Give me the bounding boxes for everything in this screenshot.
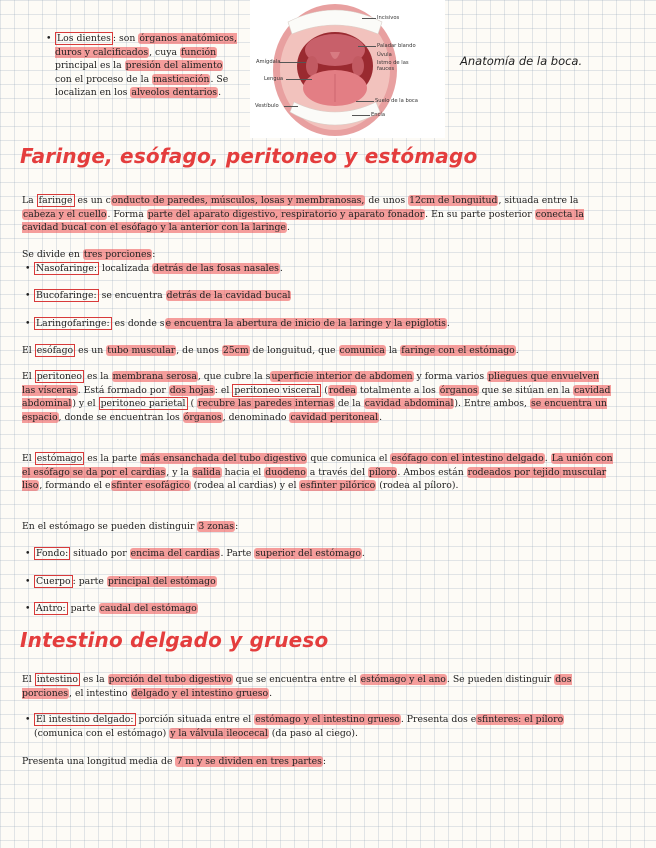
term: Laringofaringe: (36, 318, 110, 329)
text: totalmente a los (356, 384, 439, 396)
highlight: e encuentra la abertura de inicio de la laringe y la epiglotis (165, 318, 446, 329)
list-item-laringofaringe (34, 317, 614, 331)
text: situado por (70, 548, 130, 559)
text: de unos (365, 195, 409, 206)
text: . (286, 222, 290, 233)
highlight: esfinter pilórico (300, 480, 376, 491)
term: Antro: (36, 603, 66, 614)
label-suelo: Suelo de la boca (375, 98, 418, 104)
highlight: 7 m y se dividen en tres partes (176, 756, 322, 767)
text: , donde se encuentran los (58, 411, 183, 423)
highlight: encima del cardias (130, 548, 220, 559)
highlight: 3 zonas (198, 521, 235, 532)
text: . (279, 263, 283, 274)
text: principal es la (55, 60, 125, 71)
term-peritoneo-visceral: peritoneo visceral (234, 384, 320, 396)
highlight: y la válvula ileocecal (170, 727, 268, 739)
text: , y la (166, 466, 192, 478)
paragraph-zonas (22, 520, 614, 534)
term: Nasofaringe: (36, 263, 98, 274)
term-dientes: Los dientes (57, 33, 111, 44)
highlight: conecta la cavidad bucal con el esófago y la anterior con la laringe (22, 208, 584, 233)
highlight: píloro (368, 466, 397, 478)
leader-line (362, 18, 376, 19)
highlight: masticación (153, 73, 210, 85)
paragraph-faringe (22, 194, 614, 235)
text: : (322, 756, 327, 767)
list-item-nasofaringe (34, 262, 614, 276)
highlight: cabeza y el cuello (23, 208, 107, 220)
text: , denominado (222, 411, 290, 423)
paragraph-estomago (22, 452, 614, 493)
highlight: parte del aparato digestivo, respiratorio y aparato fonador (147, 208, 425, 220)
text: que se sitúan en la (478, 384, 574, 396)
term-peritoneo-parietal: peritoneo parietal (100, 398, 186, 409)
highlight: rodea (328, 384, 356, 396)
highlight: tres porciones (83, 249, 152, 260)
leader-line (352, 115, 370, 116)
text: (da paso al ciego). (268, 727, 358, 739)
text: . Ambos están (397, 466, 467, 478)
highlight: delgado y el intestino grueso (131, 687, 269, 699)
highlight: rodeados por tejido muscular liso (22, 466, 607, 491)
label-incisivos: Incisivos (377, 15, 400, 21)
highlight: tubo muscular (107, 345, 176, 356)
text: que comunica el (307, 453, 391, 464)
text: , cuya (149, 46, 180, 58)
leader-line (286, 79, 312, 80)
leader-line (280, 62, 306, 63)
text: La (22, 195, 37, 206)
text: : son (112, 33, 139, 44)
highlight: más ensanchada del tubo digestivo (141, 453, 307, 464)
leader-line (356, 101, 374, 102)
highlight: estómago y el ano (360, 674, 446, 685)
highlight: recubre las paredes internas (198, 398, 334, 409)
highlight: cavidad abdominal (22, 384, 611, 409)
text: . (218, 87, 222, 98)
text: . Se localizan en los (55, 73, 229, 98)
text: . Se pueden distinguir (446, 674, 555, 685)
label-amigdala: Amígdala (256, 59, 281, 65)
term-faringe: faringe (38, 195, 73, 206)
highlight: órganos (183, 411, 222, 423)
highlight: órganos anatómicos, duros y calcificados (55, 33, 237, 58)
highlight: superior del estómago (255, 548, 361, 559)
list-item-bucofaringe (34, 289, 614, 303)
text: porción situada entre el (135, 714, 255, 725)
highlight: se encuentra un espacio (22, 398, 608, 423)
text: El (22, 371, 35, 382)
list-item-fondo (34, 547, 614, 561)
highlight: presión del alimento (125, 60, 223, 71)
highlight: principal del estómago (107, 576, 216, 587)
text: ( (187, 398, 198, 409)
text: : parte (72, 576, 107, 587)
text: , el intestino (69, 687, 131, 699)
list-item-intestino-delgado (34, 713, 614, 740)
highlight: función (180, 46, 217, 58)
text: . (361, 548, 365, 559)
text: la (385, 345, 401, 356)
highlight: alveolos dentarios (131, 87, 218, 98)
text: , que cubre la s (197, 371, 271, 382)
label-uvula: Úvula (377, 52, 392, 58)
highlight: La unión con el esófago se da por el cardias (22, 453, 613, 478)
highlight: porción del tubo digestivo (108, 674, 232, 685)
highlight: faringe con el estómago (401, 345, 515, 356)
highlight: salida (192, 466, 221, 478)
text: se encuentra (98, 290, 166, 301)
highlight: caudal del estómago (99, 603, 197, 614)
label-vestibulo: Vestíbulo (255, 103, 279, 109)
text: : (235, 521, 239, 532)
text: es la (84, 371, 112, 382)
mouth-anatomy-figure (250, 0, 445, 138)
text: de la (334, 398, 364, 409)
label-istmo: Istmo de las fauces (377, 60, 409, 72)
label-lengua: Lengua (264, 76, 284, 82)
heading-faringe: Faringe, esófago, peritoneo y estómago (20, 144, 478, 168)
list-item-antro (34, 602, 614, 616)
highlight: dos hojas (169, 384, 214, 396)
text: . Está formado por (77, 384, 169, 396)
text: . (379, 411, 383, 423)
highlight: sfinter esofágico (111, 480, 190, 491)
paragraph-intestino (22, 673, 614, 700)
label-encia: Encía (371, 112, 386, 118)
term: Fondo: (36, 548, 69, 559)
text: de longuitud, que (249, 345, 339, 356)
text: y forma varios (413, 371, 488, 382)
text: que se encuentra entre el (232, 674, 360, 685)
text: : (152, 249, 156, 260)
text: es donde s (111, 318, 165, 329)
paragraph-divide (22, 248, 614, 262)
text: . Parte (220, 548, 255, 559)
list-item-cuerpo (34, 575, 614, 589)
text: ( (321, 384, 328, 396)
text: hacia el (221, 466, 265, 478)
term: Bucofaringe: (36, 290, 97, 301)
highlight: detrás de la cavidad bucal (166, 290, 291, 301)
term-intestino: intestino (36, 674, 78, 685)
highlight: cavidad peritoneal (290, 411, 379, 423)
text: es un (75, 345, 107, 356)
term-peritoneo: peritoneo (36, 371, 83, 382)
text: parte (67, 603, 99, 614)
paragraph-peritoneo (22, 370, 614, 424)
highlight: dos porciones (22, 674, 572, 699)
mouth-illustration (250, 0, 445, 138)
heading-intestino: Intestino delgado y grueso (20, 628, 329, 652)
text: a través del (306, 466, 368, 478)
text: . (446, 318, 450, 329)
text: . Forma (107, 208, 147, 220)
highlight: órganos (439, 384, 478, 396)
term-esofago: esófago (36, 345, 74, 356)
highlight: pliegues que envuelven las vísceras (22, 371, 599, 396)
text: localizada (99, 263, 153, 274)
text: ) y el (72, 398, 99, 409)
highlight: membrana serosa (112, 371, 197, 382)
highlight: estómago y el intestino grueso (255, 714, 400, 725)
text: , de unos (176, 345, 222, 356)
paragraph-esofago (22, 344, 614, 358)
highlight: duodeno (265, 466, 306, 478)
text: . (544, 453, 551, 464)
paragraph-longitud (22, 755, 614, 769)
leader-line (358, 46, 376, 47)
text: es la parte (84, 453, 141, 464)
highlight: comunica (339, 345, 385, 356)
highlight: cavidad abdominal (364, 398, 454, 409)
highlight: 12cm de longuitud (409, 195, 498, 206)
text: (comunica con el estómago) (34, 727, 170, 739)
text: . En su parte posterior (425, 208, 535, 220)
highlight: onducto de paredes, músculos, losas y membranosas, (111, 195, 365, 206)
text: : el (214, 384, 233, 396)
text: es un c (74, 195, 111, 206)
text: (rodea al cardias) y el (190, 480, 300, 491)
text: El (22, 345, 35, 356)
text: ). Entre ambos, (454, 398, 530, 409)
term-estomago: estómago (36, 453, 83, 464)
text: . (515, 345, 519, 356)
label-paladar: Paladar blando (377, 43, 416, 49)
highlight: 25cm (222, 345, 249, 356)
text: es la (79, 674, 108, 685)
term: Cuerpo (36, 576, 71, 587)
text: con el proceso de la (55, 73, 153, 85)
text: , formando el e (39, 480, 111, 491)
handwritten-note: Anatomía de la boca. (460, 54, 583, 68)
text: Presenta una longitud media de (22, 756, 176, 767)
highlight: uperficie interior de abdomen (271, 371, 413, 382)
intro-teeth-item (55, 32, 243, 100)
term: El intestino delgado: (36, 714, 134, 725)
text: En el estómago se pueden distinguir (22, 521, 198, 532)
text: , situada entre la (498, 195, 579, 206)
highlight: esófago con el intestino delgado (391, 453, 544, 464)
text: El (22, 674, 35, 685)
highlight: detrás de las fosas nasales (153, 263, 279, 274)
text: (rodea al píloro). (376, 480, 459, 491)
text: Se divide en (22, 249, 83, 260)
text: . Presenta dos e (400, 714, 477, 725)
leader-line (284, 106, 298, 107)
highlight: sfinteres: el píloro (477, 714, 564, 725)
text: . (269, 687, 273, 699)
text: El (22, 453, 35, 464)
